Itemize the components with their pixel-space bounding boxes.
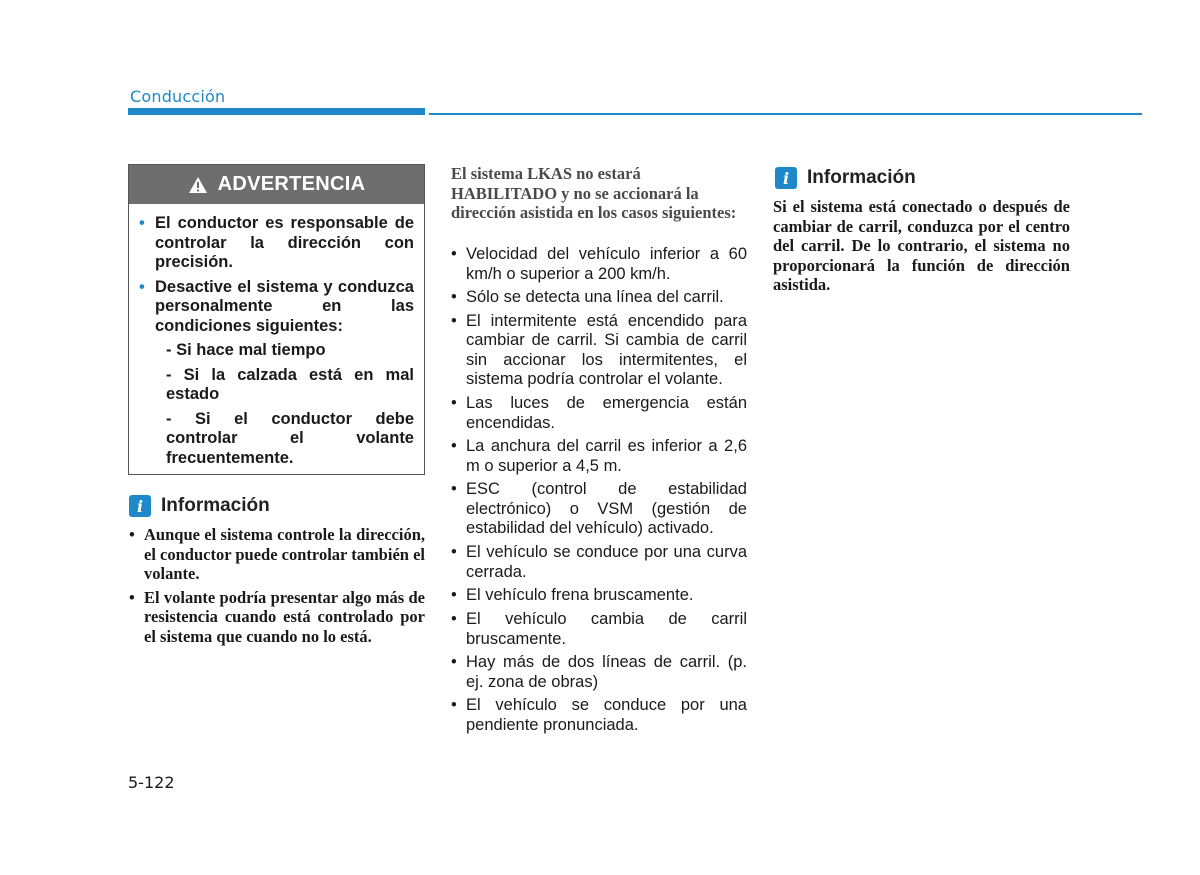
warning-item-text: Desactive el sistema y conduzca personalmente en las condiciones siguientes: <box>155 277 414 335</box>
warning-item-text: El conductor es responsable de controlar la dirección con precisión. <box>155 214 414 271</box>
info-icon: i <box>775 167 797 189</box>
list-item <box>451 437 747 476</box>
list-item-text: El vehículo se conduce por una pendiente pronunciada. <box>466 696 747 734</box>
warning-title: ADVERTENCIA <box>217 173 366 195</box>
list-item-text: El intermitente está encendido para cambiar de carril. Si cambia de carril sin accionar los intermitentes, el sistema podría controlar el volante. <box>466 311 747 389</box>
info-left-body <box>128 525 425 651</box>
warning-sub-item-text: - Si el conductor debe controlar el volante frecuentemente. <box>166 409 414 467</box>
bullet-icon: • <box>129 587 135 607</box>
list-item <box>451 394 747 433</box>
bullet-icon: • <box>451 610 457 628</box>
warning-header <box>129 165 424 204</box>
lkas-conditions-list <box>451 245 747 740</box>
list-item <box>451 653 747 692</box>
header-rule <box>429 113 1142 115</box>
list-item-text: El vehículo frena bruscamente. <box>466 586 694 605</box>
list-item-text: La anchura del carril es inferior a 2,6 m o superior a 4,5 m. <box>466 437 747 475</box>
bullet-icon: • <box>451 394 457 413</box>
info-left-item <box>128 588 425 647</box>
bullet-icon: • <box>451 311 457 330</box>
list-item <box>451 696 747 735</box>
list-item <box>451 245 747 284</box>
info-icon: i <box>129 495 151 517</box>
info-left-item <box>128 525 425 584</box>
bullet-icon: • <box>139 214 145 232</box>
list-item-text: Las luces de emergencia están encendidas. <box>466 394 747 432</box>
list-item-text: Hay más de dos líneas de carril. (p. ej. zona de obras) <box>466 653 747 691</box>
warning-sub-item-text: - Si la calzada está en mal estado <box>166 365 414 403</box>
info-right-body: Si el sistema está conectado o después de cambiar de carril, conduzca por el centro del carril. De lo contrario, el sistema no proporcionará la función de dirección asistida. <box>773 197 1070 295</box>
lkas-conditions-intro: El sistema LKAS no estará HABILITADO y no se accionará la dirección asistida en los casos siguientes: <box>451 164 737 223</box>
warning-triangle-icon <box>188 176 208 194</box>
list-item-text: Velocidad del vehículo inferior a 60 km/h o superior a 200 km/h. <box>466 245 747 283</box>
list-item <box>451 480 747 539</box>
info-right-title: Información <box>807 167 916 188</box>
list-item <box>451 312 747 390</box>
bullet-icon: • <box>451 653 457 672</box>
warning-body <box>129 204 424 468</box>
warning-box <box>128 164 425 475</box>
warning-item <box>139 214 414 273</box>
list-item-text: ESC (control de estabilidad electrónico) o VSM (gestión de estabilidad del vehículo) activado. <box>466 480 747 538</box>
bullet-icon: • <box>451 586 457 605</box>
bullet-icon: • <box>451 288 457 307</box>
bullet-icon: • <box>129 525 135 544</box>
bullet-icon: • <box>451 480 457 499</box>
section-title: Conducción <box>130 87 226 106</box>
bullet-icon: • <box>451 437 457 456</box>
warning-sub-item-text: - Si hace mal tiempo <box>166 341 326 359</box>
list-item <box>451 543 747 582</box>
warning-sub-item <box>139 341 414 361</box>
list-item <box>451 610 747 649</box>
info-left-title: Información <box>161 495 270 516</box>
info-right-header <box>775 167 916 189</box>
warning-item <box>139 278 414 337</box>
bullet-icon: • <box>451 543 457 562</box>
bullet-icon: • <box>451 245 457 263</box>
info-left-header <box>129 495 270 517</box>
warning-sub-item <box>139 366 414 405</box>
list-item-text: Sólo se detecta una línea del carril. <box>466 288 724 307</box>
page-number: 5-122 <box>128 773 175 792</box>
header-accent-bar <box>128 108 425 115</box>
info-left-item-text: Aunque el sistema controle la dirección, el conductor puede controlar también el volante. <box>144 525 425 584</box>
list-item-text: El vehículo cambia de carril bruscamente. <box>466 610 747 648</box>
bullet-icon: • <box>451 696 457 715</box>
warning-sub-item <box>139 410 414 469</box>
bullet-icon: • <box>139 277 145 296</box>
list-item-text: El vehículo se conduce por una curva cerrada. <box>466 543 747 581</box>
info-left-item-text: El volante podría presentar algo más de resistencia cuando está controlado por el sistema que cuando no lo está. <box>144 587 425 646</box>
list-item <box>451 586 747 606</box>
list-item <box>451 288 747 308</box>
